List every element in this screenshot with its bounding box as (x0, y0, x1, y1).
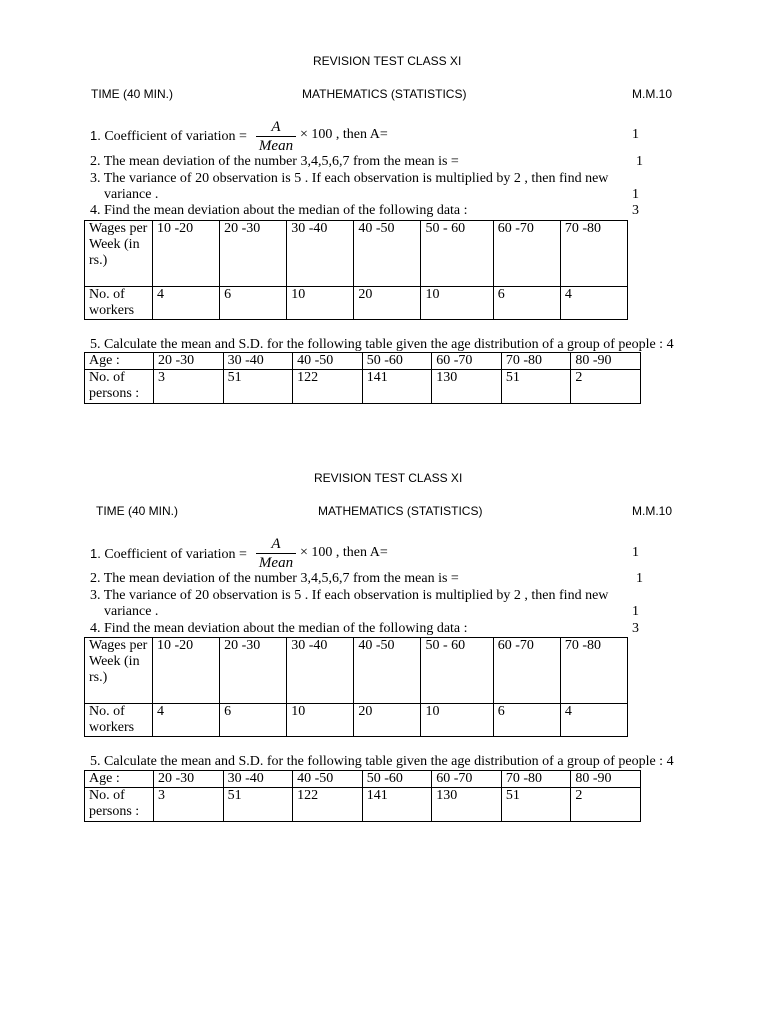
table-cell: 20 -30 (220, 221, 287, 287)
cv-denominator: Mean (258, 555, 294, 571)
question-1 (90, 127, 247, 145)
table-row (85, 788, 641, 822)
age-table (84, 770, 641, 822)
table-cell: 80 -90 (571, 353, 641, 370)
cv-numerator: A (271, 119, 281, 135)
subject-heading: MATHEMATICS (STATISTICS) (318, 504, 483, 518)
question-1-marks: 1 (632, 127, 639, 142)
table-cell: 50 - 60 (421, 638, 493, 704)
table-cell: 40 -50 (293, 771, 363, 788)
table-cell: 70 -80 (560, 221, 627, 287)
table-cell: 60 -70 (493, 221, 560, 287)
table-cell: 10 -20 (153, 221, 220, 287)
table-cell: 2 (571, 788, 641, 822)
table-cell: 10 (287, 704, 354, 737)
table-cell: 2 (571, 370, 641, 404)
question-1 (90, 545, 247, 563)
question-4-marks: 3 (632, 621, 639, 636)
table-cell: 50 -60 (362, 353, 432, 370)
fraction-bar (256, 553, 296, 554)
table-cell: 51 (501, 370, 571, 404)
question-1-number: 1. (90, 128, 101, 143)
table-row (85, 771, 641, 788)
table-cell: 20 -30 (220, 638, 287, 704)
question-3-marks: 1 (632, 604, 639, 619)
table-cell: 50 - 60 (421, 221, 493, 287)
question-3-marks: 1 (632, 187, 639, 202)
table-cell: 50 -60 (362, 771, 432, 788)
table-cell: 122 (293, 788, 363, 822)
table-cell: 122 (293, 370, 363, 404)
max-marks: M.M.10 (632, 504, 673, 518)
question-2: 2. The mean deviation of the number 3,4,5,6,7 from the mean is = (90, 571, 459, 586)
row-label-age: Age : (85, 771, 154, 788)
question-3-line-2: variance . (104, 187, 159, 202)
cv-fraction (256, 536, 296, 571)
question-4-marks: 3 (632, 203, 639, 218)
test-title: REVISION TEST CLASS XI (314, 471, 463, 485)
table-row (85, 287, 628, 320)
table-cell: 141 (362, 370, 432, 404)
test-paper-copy-1 (0, 0, 768, 400)
table-cell: 130 (432, 788, 502, 822)
question-1-suffix: × 100 , then A= (300, 545, 388, 560)
table-cell: 3 (154, 788, 224, 822)
table-cell: 6 (493, 704, 560, 737)
table-cell: 40 -50 (354, 638, 421, 704)
table-row (85, 638, 628, 704)
table-cell: 10 (287, 287, 354, 320)
table-cell: 20 (354, 287, 421, 320)
table-cell: 60 -70 (432, 771, 502, 788)
question-1-number: 1. (90, 546, 101, 561)
table-cell: 4 (153, 287, 220, 320)
table-cell: 20 (354, 704, 421, 737)
table-cell: 4 (560, 287, 627, 320)
table-cell: 51 (223, 788, 293, 822)
table-cell: 3 (154, 370, 224, 404)
table-cell: 20 -30 (154, 771, 224, 788)
table-cell: 40 -50 (293, 353, 363, 370)
question-3-line-1: 3. The variance of 20 observation is 5 . If each observation is multiplied by 2 , then find new (90, 588, 609, 603)
table-cell: 70 -80 (560, 638, 627, 704)
cv-denominator: Mean (258, 138, 294, 154)
row-label-wages: Wages per Week (in rs.) (85, 221, 153, 287)
question-4: 4. Find the mean deviation about the median of the following data : (90, 203, 468, 218)
question-1-prefix: Coefficient of variation = (100, 547, 247, 562)
question-1-prefix: Coefficient of variation = (100, 129, 247, 144)
table-row (85, 704, 628, 737)
table-cell: 10 (421, 287, 493, 320)
table-cell: 51 (501, 788, 571, 822)
table-row (85, 221, 628, 287)
max-marks: M.M.10 (632, 87, 673, 101)
question-5: 5. Calculate the mean and S.D. for the following table given the age distribution of a group of people : 4 (90, 754, 674, 769)
question-1-marks: 1 (632, 545, 639, 560)
cv-fraction (256, 119, 296, 154)
table-cell: 4 (560, 704, 627, 737)
table-cell: 10 -20 (153, 638, 220, 704)
table-cell: 70 -80 (501, 353, 571, 370)
table-cell: 130 (432, 370, 502, 404)
question-4: 4. Find the mean deviation about the median of the following data : (90, 621, 468, 636)
table-cell: 4 (153, 704, 220, 737)
question-2-marks: 1 (636, 571, 643, 586)
row-label-persons: No. of persons : (85, 788, 154, 822)
table-cell: 10 (421, 704, 493, 737)
table-row (85, 353, 641, 370)
fraction-bar (256, 136, 296, 137)
subject-heading: MATHEMATICS (STATISTICS) (302, 87, 467, 101)
row-label-workers: No. of workers (85, 287, 153, 320)
row-label-persons: No. of persons : (85, 370, 154, 404)
time-allowed: TIME (40 MIN.) (96, 504, 179, 518)
row-label-age: Age : (85, 353, 154, 370)
time-allowed: TIME (40 MIN.) (91, 87, 174, 101)
test-paper-copy-2 (0, 417, 768, 817)
table-cell: 6 (493, 287, 560, 320)
table-cell: 30 -40 (287, 221, 354, 287)
table-row (85, 370, 641, 404)
table-cell: 141 (362, 788, 432, 822)
table-cell: 51 (223, 370, 293, 404)
age-table (84, 352, 641, 404)
table-cell: 60 -70 (493, 638, 560, 704)
table-cell: 40 -50 (354, 221, 421, 287)
question-2-marks: 1 (636, 154, 643, 169)
question-2: 2. The mean deviation of the number 3,4,5,6,7 from the mean is = (90, 154, 459, 169)
table-cell: 6 (220, 287, 287, 320)
table-cell: 6 (220, 704, 287, 737)
table-cell: 80 -90 (571, 771, 641, 788)
cv-numerator: A (271, 536, 281, 552)
table-cell: 30 -40 (223, 771, 293, 788)
test-title: REVISION TEST CLASS XI (313, 54, 462, 68)
table-cell: 20 -30 (154, 353, 224, 370)
question-3-line-2: variance . (104, 604, 159, 619)
question-3-line-1: 3. The variance of 20 observation is 5 . If each observation is multiplied by 2 , then find new (90, 171, 609, 186)
table-cell: 60 -70 (432, 353, 502, 370)
wages-table (84, 637, 628, 737)
table-cell: 70 -80 (501, 771, 571, 788)
wages-table (84, 220, 628, 320)
table-cell: 30 -40 (223, 353, 293, 370)
row-label-workers: No. of workers (85, 704, 153, 737)
question-1-suffix: × 100 , then A= (300, 127, 388, 142)
table-cell: 30 -40 (287, 638, 354, 704)
row-label-wages: Wages per Week (in rs.) (85, 638, 153, 704)
question-5: 5. Calculate the mean and S.D. for the following table given the age distribution of a group of people : 4 (90, 337, 674, 352)
